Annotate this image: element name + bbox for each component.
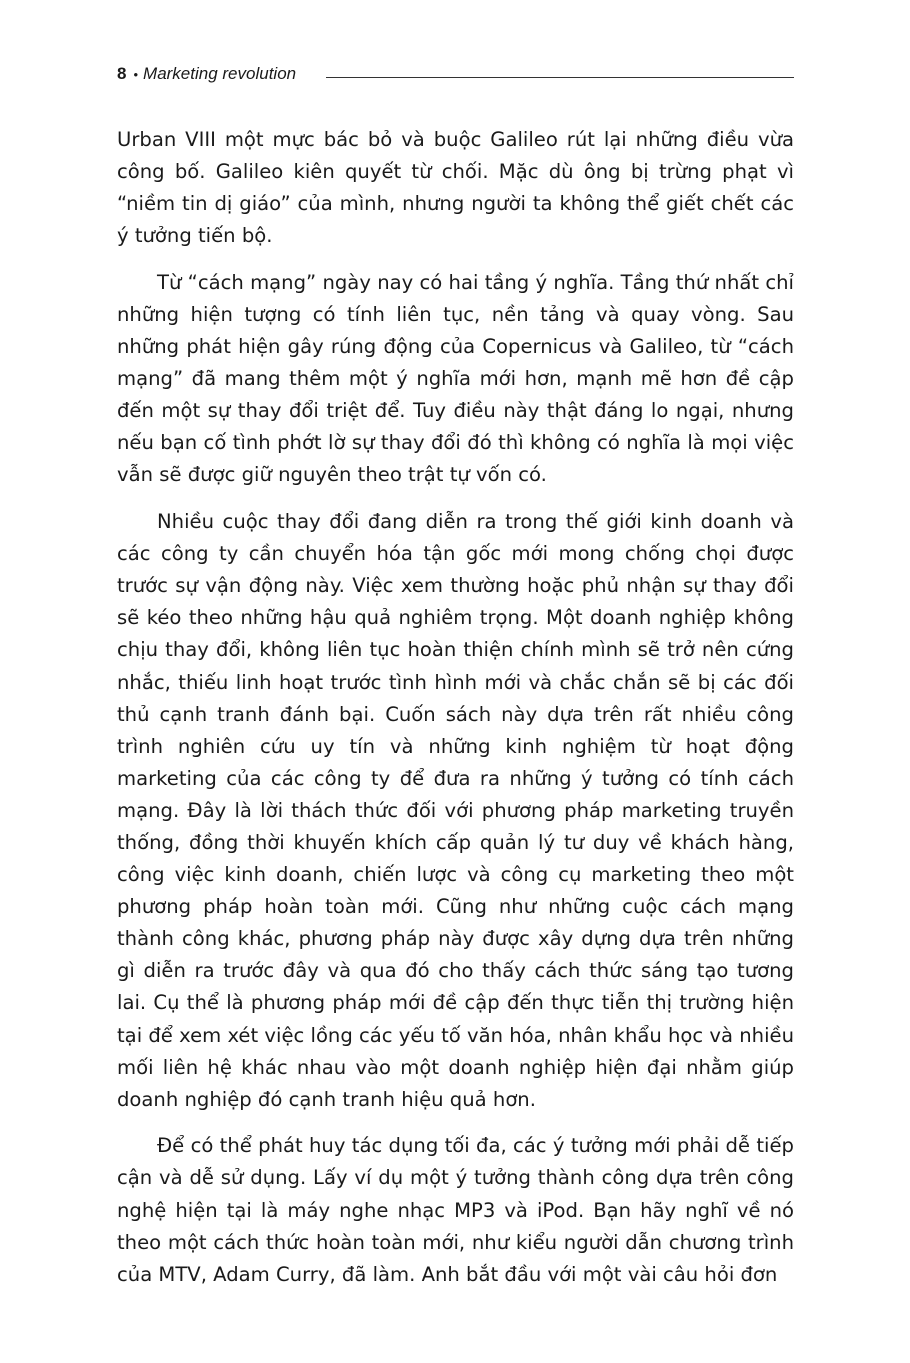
body-text	[117, 124, 794, 1291]
page-number: 8	[117, 64, 127, 83]
header-bullet: •	[133, 66, 139, 82]
header-rule	[326, 77, 794, 78]
running-header	[117, 62, 794, 86]
paragraph-4: Để có thể phát huy tác dụng tối đa, các ý tưởng mới phải dễ tiếp cận và dễ sử dụng. Lấy ví dụ một ý tưởng thành công dựa trên công nghệ hiện tại là máy nghe nhạc MP3 và iPod. Bạn hãy nghĩ về nó theo một cách thức hoàn toàn mới, như kiểu người dẫn chương trình của MTV, Adam Curry, đã làm. Anh bắt đầu với một vài câu hỏi đơn	[117, 1134, 794, 1286]
book-title: Marketing revolution	[143, 64, 297, 83]
paragraph-2: Từ “cách mạng” ngày nay có hai tầng ý nghĩa. Tầng thứ nhất chỉ những hiện tượng có tính liên tục, nền tảng và quay vòng. Sau những phát hiện gây rúng động của Copernicus và Galileo, từ “cách mạng” đã mang thêm một ý nghĩa mới hơn, mạnh mẽ hơn đề cập đến một sự thay đổi triệt để. Tuy điều này thật đáng lo ngại, nhưng nếu bạn cố tình phớt lờ sự thay đổi đó thì không có nghĩa là mọi việc vẫn sẽ được giữ nguyên theo trật tự vốn có.	[117, 270, 794, 487]
paragraph-1: Urban VIII một mực bác bỏ và buộc Galileo rút lại những điều vừa công bố. Galileo kiên quyết từ chối. Mặc dù ông bị trừng phạt vì “niềm tin dị giáo” của mình, nhưng người ta không thể giết chết các ý tưởng tiến bộ.	[117, 128, 794, 248]
paragraph-3: Nhiều cuộc thay đổi đang diễn ra trong thế giới kinh doanh và các công ty cần chuyển hóa tận gốc mới mong chống chọi được trước sự vận động này. Việc xem thường hoặc phủ nhận sự thay đổi sẽ kéo theo những hậu quả nghiêm trọng. Một doanh nghiệp không chịu thay đổi, không liên tục hoàn thiện chính mình sẽ trở nên cứng nhắc, thiếu linh hoạt trước tình hình mới và chắc chắn sẽ bị các đối thủ cạnh tranh đánh bại. Cuốn sách này dựa trên rất nhiều công trình nghiên cứu uy tín và những kinh nghiệm từ hoạt động marketing của các công ty để đưa ra những ý tưởng có tính cách mạng. Đây là lời thách thức đối với phương pháp marketing truyền thống, đồng thời khuyến khích cấp quản lý tư duy về khách hàng, công việc kinh doanh, chiến lược và công cụ marketing theo một phương pháp hoàn toàn mới. Cũng như những cuộc cách mạng thành công khác, phương pháp này được xây dựng dựa trên những gì diễn ra trước đây và qua đó cho thấy cách thức sáng tạo tương lai. Cụ thể là phương pháp mới đề cập đến thực tiễn thị trường hiện tại để xem xét việc lồng các yếu tố văn hóa, nhân khẩu học và nhiều mối liên hệ khác nhau vào một doanh nghiệp hiện đại nhằm giúp doanh nghiệp đó cạnh tranh hiệu quả hơn.	[117, 510, 795, 1111]
